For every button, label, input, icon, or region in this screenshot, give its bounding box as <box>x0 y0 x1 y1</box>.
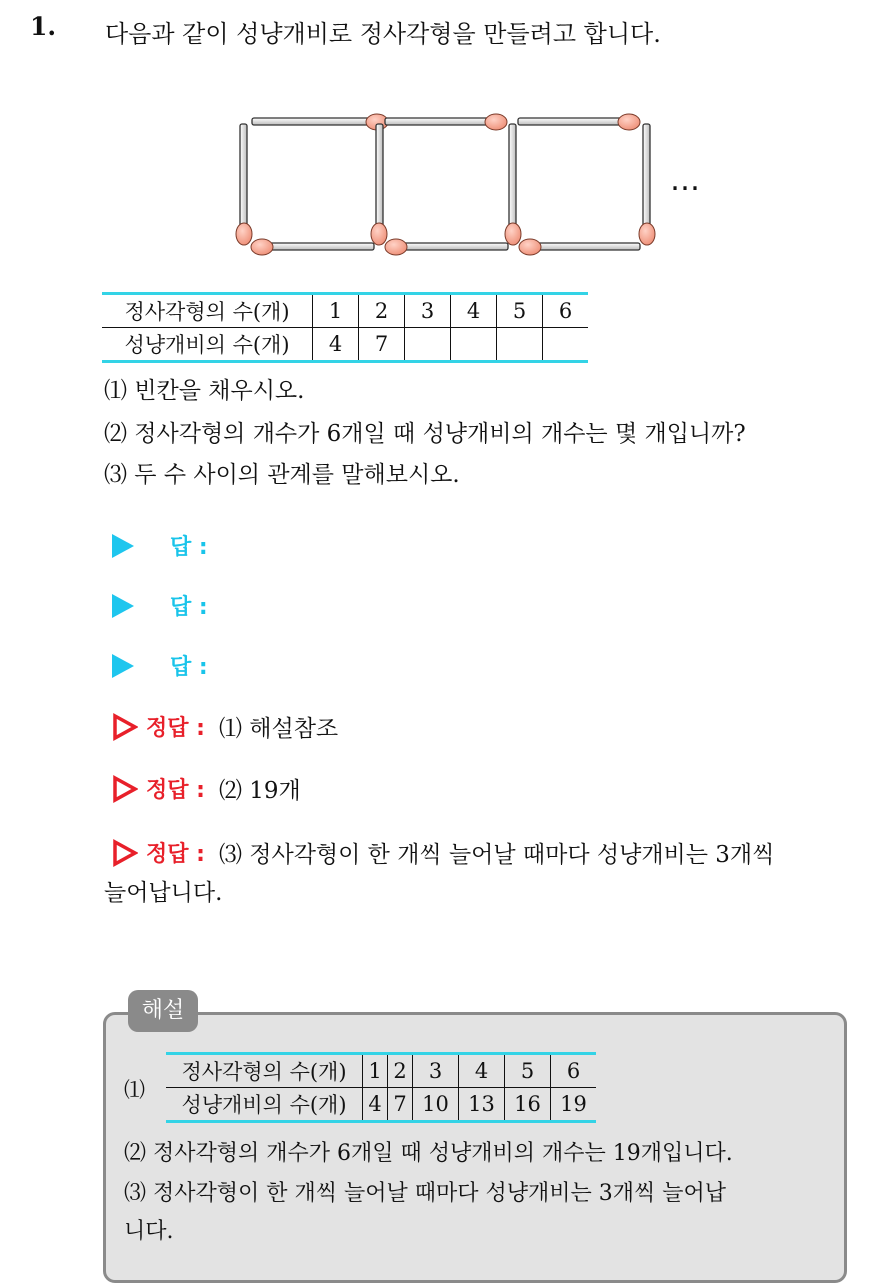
matchstick-figure <box>230 112 730 262</box>
sub-question-2: ⑵ 정사각형의 개수가 6개일 때 성냥개비의 개수는 몇 개입니까? <box>104 421 746 447</box>
play-triangle-icon <box>112 534 134 558</box>
table-cell: 1 <box>313 294 359 328</box>
table-cell: 4 <box>363 1088 388 1122</box>
correct-answer-3 <box>112 836 774 869</box>
table-cell: 4 <box>451 294 497 328</box>
table-cell: 16 <box>505 1088 551 1122</box>
matchstick-vertical-3 <box>505 124 521 245</box>
table-cell: 1 <box>363 1054 388 1088</box>
table-cell: 6 <box>543 294 589 328</box>
correct-answer-2 <box>112 772 301 805</box>
table-cell: 6 <box>551 1054 597 1088</box>
matchstick-bottom-1 <box>251 239 374 255</box>
matchstick-top-2 <box>385 114 507 130</box>
question-number: 1. <box>30 12 57 41</box>
table-cell: 7 <box>388 1088 413 1122</box>
answer-row-1[interactable] <box>112 530 208 561</box>
row-header-matches: 성냥개비의 수(개) <box>181 1093 347 1117</box>
matchstick-bottom-3 <box>519 239 640 255</box>
outline-triangle-icon <box>112 775 138 803</box>
matchstick-vertical-2 <box>371 124 387 245</box>
play-triangle-icon <box>112 654 134 678</box>
table-row-squares <box>102 294 588 328</box>
question-table <box>102 292 588 363</box>
matchstick-vertical-4 <box>639 124 655 245</box>
continuation-ellipsis: … <box>670 163 700 198</box>
solution-tag: 해설 <box>128 990 198 1032</box>
row-header-matches: 성냥개비의 수(개) <box>124 333 290 357</box>
blank-cell[interactable] <box>543 328 589 362</box>
answer-label: 답 : <box>170 655 208 680</box>
correct-answer-1 <box>112 710 338 743</box>
table-cell: 5 <box>505 1054 551 1088</box>
matchstick-bottom-2 <box>385 239 508 255</box>
correct-label: 정답 : <box>146 842 205 867</box>
table-row-matches <box>102 328 588 362</box>
solution-line-2: ⑵ 정사각형의 개수가 6개일 때 성냥개비의 개수는 19개입니다. <box>124 1141 733 1166</box>
question-text: 다음과 같이 성냥개비로 정사각형을 만들려고 합니다. <box>105 20 661 48</box>
table-cell: 13 <box>459 1088 505 1122</box>
solution-line-3: ⑶ 정사각형이 한 개씩 늘어날 때마다 성냥개비는 3개씩 늘어납 <box>124 1181 726 1206</box>
answer-row-3[interactable] <box>112 650 208 681</box>
row-header-squares: 정사각형의 수(개) <box>166 1054 363 1088</box>
table-cell: 3 <box>405 294 451 328</box>
table-cell: 7 <box>359 328 405 362</box>
matchstick-top-3 <box>518 114 640 130</box>
play-triangle-icon <box>112 594 134 618</box>
table-cell: 10 <box>413 1088 459 1122</box>
correct-answer-3-continued: 늘어납니다. <box>104 880 223 906</box>
matchstick-top-1 <box>252 114 388 130</box>
answer-label: 답 : <box>170 595 208 620</box>
solution-line-3-continued: 니다. <box>124 1219 174 1244</box>
table-row-matches <box>166 1088 596 1122</box>
solution-part1-label: ⑴ <box>124 1078 145 1102</box>
table-cell: 2 <box>388 1054 413 1088</box>
correct-answer-text: ⑶ 정사각형이 한 개씩 늘어날 때마다 성냥개비는 3개씩 <box>218 842 775 868</box>
answer-label: 답 : <box>170 535 208 560</box>
sub-question-1: ⑴ 빈칸을 채우시오. <box>104 378 305 404</box>
solution-table <box>166 1052 596 1123</box>
outline-triangle-icon <box>112 839 138 867</box>
table-cell: 19 <box>551 1088 597 1122</box>
matchstick-vertical-1 <box>236 124 252 245</box>
correct-label: 정답 : <box>146 778 205 803</box>
blank-cell[interactable] <box>451 328 497 362</box>
correct-label: 정답 : <box>146 716 205 741</box>
blank-cell[interactable] <box>497 328 543 362</box>
outline-triangle-icon <box>112 713 138 741</box>
table-cell: 4 <box>459 1054 505 1088</box>
row-header-squares: 정사각형의 수(개) <box>102 294 313 328</box>
answer-row-2[interactable] <box>112 590 208 621</box>
table-cell: 4 <box>313 328 359 362</box>
table-cell: 2 <box>359 294 405 328</box>
correct-answer-text: ⑴ 해설참조 <box>218 716 339 742</box>
correct-answer-text: ⑵ 19개 <box>218 778 301 804</box>
table-row-squares <box>166 1054 596 1088</box>
table-cell: 5 <box>497 294 543 328</box>
blank-cell[interactable] <box>405 328 451 362</box>
sub-question-3: ⑶ 두 수 사이의 관계를 말해보시오. <box>104 462 460 488</box>
table-cell: 3 <box>413 1054 459 1088</box>
